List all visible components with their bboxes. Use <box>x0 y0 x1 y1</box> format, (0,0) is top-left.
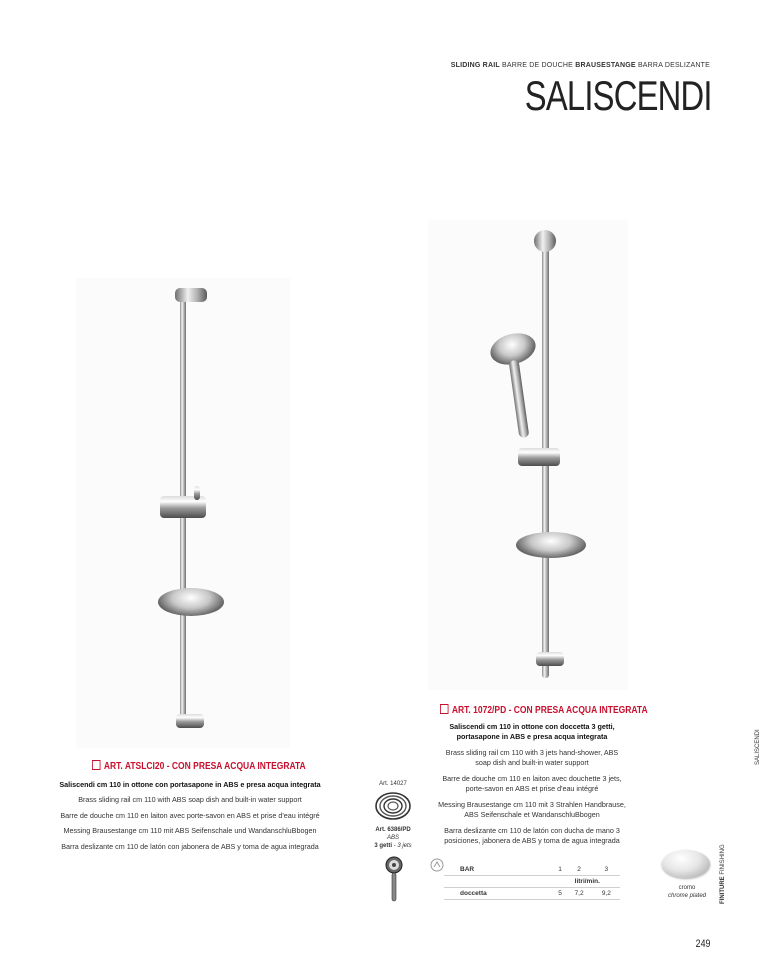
side-section-label: SALISCENDI <box>755 729 761 765</box>
jets-it: 3 getti <box>374 843 392 850</box>
description-line: Barre de douche cm 110 en laiton avec porte-savon en ABS et prise d'eau intégré <box>60 810 320 820</box>
top-bracket <box>175 288 207 302</box>
kicker-part: BARRA DESLIZANTE <box>635 62 710 69</box>
article-title-text: ART. 1072/PD - CON PRESA ACQUA INTEGRATA <box>451 705 648 716</box>
table-cell: 5 <box>555 888 566 900</box>
header-kicker <box>451 62 710 69</box>
finish-label <box>660 884 714 900</box>
hose-icon <box>373 790 413 822</box>
description-line: Messing Brausestange cm 110 mit ABS Seifenschale und WandanschluBbogen <box>63 826 317 836</box>
side-finish-label <box>720 844 726 904</box>
checkbox-square-icon <box>92 760 101 770</box>
table-cell <box>444 876 555 888</box>
finish-name-en: chrome plated <box>667 893 707 900</box>
finish-bold: FINITURE <box>720 876 726 904</box>
description-line: Brass sliding rail cm 110 with ABS soap dish and built-in water support <box>78 795 302 805</box>
article-description-atslci20 <box>56 780 324 857</box>
hand-shower-material: ABS <box>386 835 399 842</box>
checkbox-square-icon <box>440 704 449 714</box>
hose-label: Art. 14027 <box>379 781 407 787</box>
article-title-atslci20 <box>92 760 306 772</box>
soap-dish <box>516 532 586 558</box>
table-row <box>444 876 620 888</box>
article-title-1072pd <box>440 704 648 716</box>
table-cell: doccetta <box>444 888 555 900</box>
table-row <box>444 864 620 876</box>
description-line: Saliscendi cm 110 in ottone con portasapone in ABS e presa acqua integrata <box>59 780 321 789</box>
slider-holder <box>160 496 206 518</box>
description-line: Messing Brausestange cm 110 mit 3 Strahlen Handbrause, ABS Seifenschale et WandanschluBbogen <box>438 799 626 820</box>
description-line: Brass sliding rail cm 110 with 3 jets hand-shower, ABS soap dish and built-in water support <box>445 747 619 768</box>
article-description-1072pd <box>438 722 626 851</box>
product-photo-1072pd <box>428 220 628 690</box>
table-row <box>444 888 620 900</box>
description-main: Saliscendi cm 110 in ottone con doccetta 3 getti, portasapone in ABS e presa acqua integrata <box>449 722 615 742</box>
table-cell: 2 <box>565 864 592 876</box>
finish-rest: FINISHING <box>720 844 726 877</box>
kicker-part: BRAUSESTANGE <box>575 62 636 69</box>
page-number: 249 <box>695 938 710 950</box>
table-cell: 1 <box>555 864 566 876</box>
hand-shower-label <box>362 826 424 850</box>
top-bracket <box>534 230 556 252</box>
soap-dish <box>158 588 224 616</box>
product-photo-atslci20 <box>76 278 290 748</box>
description-line: Barra deslizante cm 110 de latón con jabonera de ABS y toma de agua integrada <box>61 841 319 851</box>
slider-holder <box>518 448 560 466</box>
table-cell: litri/min. <box>555 876 620 888</box>
table-cell: 3 <box>593 864 620 876</box>
hand-shower-art: Art. 6386/PD <box>375 827 411 833</box>
page-title: SALISCENDI <box>524 72 712 119</box>
bottom-bracket <box>536 652 564 666</box>
jets-en: 3 jets <box>397 843 412 850</box>
hand-shower-handle <box>509 360 530 439</box>
table-cell: 7,2 <box>565 888 592 900</box>
article-title-text: ART. ATSLCI20 - CON PRESA ACQUA INTEGRATA <box>103 761 306 772</box>
kicker-part: BARRE DE DOUCHE <box>499 62 576 69</box>
table-cell: 9,2 <box>593 888 620 900</box>
finish-swatch-chrome <box>662 850 710 878</box>
slider-knob <box>194 486 200 500</box>
description-line: Barre de douche cm 110 en laiton avec douchette 3 jets, porte-savon en ABS et prise d'eau intégré <box>442 773 622 794</box>
table-cell: BAR <box>444 864 555 876</box>
finish-name: cromo <box>678 885 696 891</box>
flow-rate-icon <box>430 858 444 872</box>
flow-rate-table <box>444 864 620 900</box>
hand-shower-jets: 3 getti - 3 jets <box>374 843 412 850</box>
hand-shower-icon <box>384 855 404 903</box>
bottom-bracket <box>176 714 204 728</box>
kicker-part: SLIDING RAIL <box>450 62 500 69</box>
description-line: Barra deslizante cm 110 de latón con ducha de mano 3 posiciones, jabonera de ABS y toma de agua integrada <box>444 825 620 845</box>
